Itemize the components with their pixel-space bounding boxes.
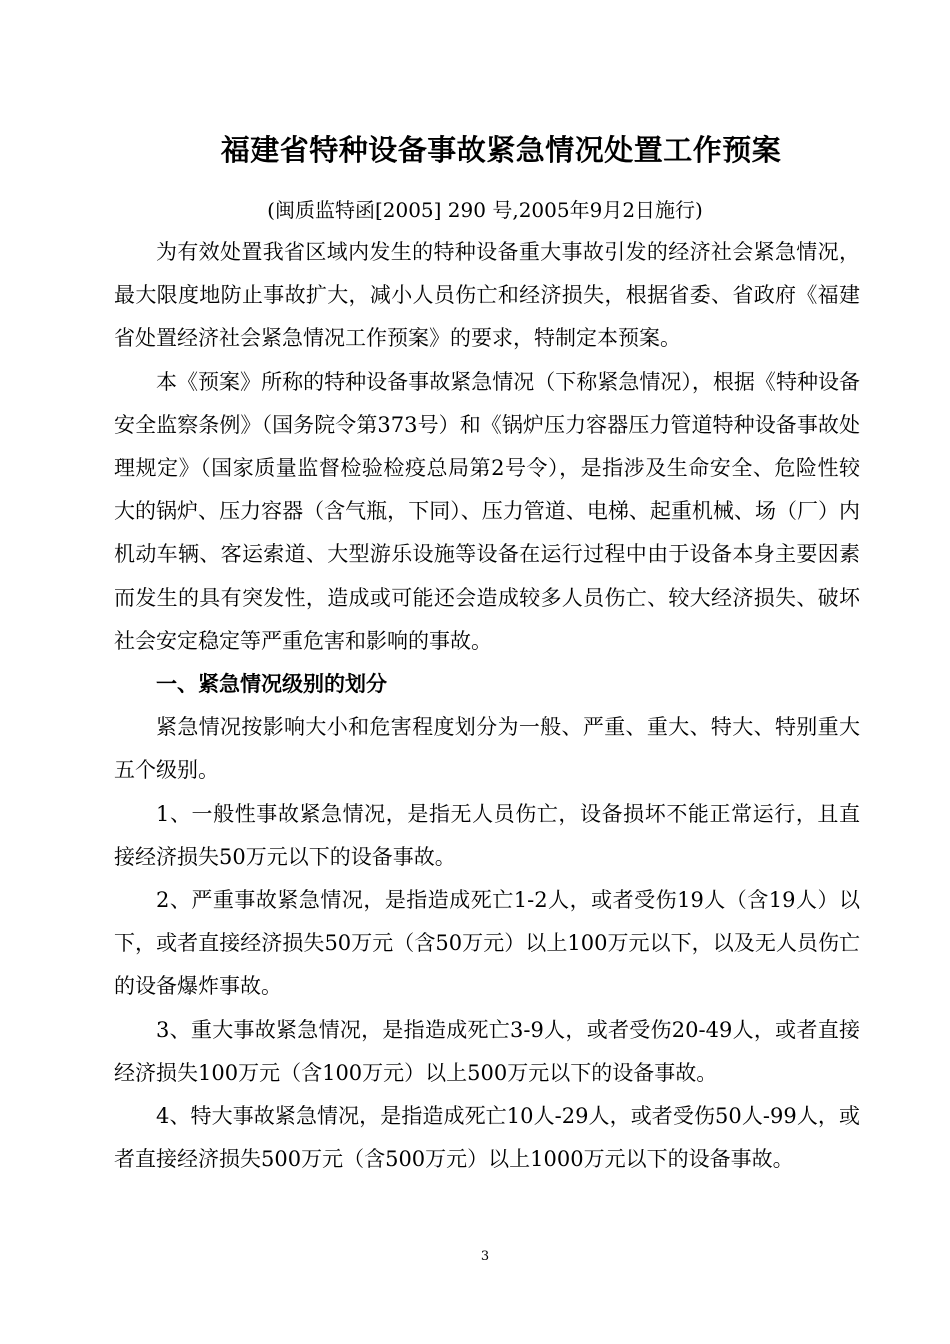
paragraph-level-4: 4、特大事故紧急情况，是指造成死亡10人-29人，或者受伤50人-99人，或者直接经济损失500万元（含500万元）以上1000万元以下的设备事故。 [114, 1104, 860, 1172]
paragraph-level-1: 1、一般性事故紧急情况，是指无人员伤亡，设备损坏不能正常运行，且直接经济损失50万元以下的设备事故。 [114, 801, 860, 869]
paragraph-scope: 本《预案》所称的特种设备事故紧急情况（下称紧急情况），根据《特种设备安全监察条例》（国务院令第373号）和《锅炉压力容器压力管道特种设备事故处理规定》（国家质量监督检验检疫总局第2号令），是指涉及生命安全、危险性较大的锅炉、压力容器（含气瓶，下同）、压力管道、电梯、起重机械、场（厂）内机动车辆、客运索道、大型游乐设施等设备在运行过程中由于设备本身主要因素而发生的具有突发性，造成或可能还会造成较多人员伤亡、较大经济损失、破坏社会安定稳定等严重危害和影响的事故。 [114, 369, 860, 653]
document-body [114, 231, 860, 1181]
page-number: 3 [480, 1249, 490, 1264]
paragraph-levels-intro: 紧急情况按影响大小和危害程度划分为一般、严重、重大、特大、特别重大五个级别。 [114, 715, 860, 783]
section-heading: 一、紧急情况级别的划分 [156, 672, 387, 697]
paragraph-purpose: 为有效处置我省区域内发生的特种设备重大事故引发的经济社会紧急情况，最大限度地防止事故扩大，减小人员伤亡和经济损失，根据省委、省政府《福建省处置经济社会紧急情况工作预案》的要求，特制定本预案。 [114, 240, 860, 351]
paragraph-level-3: 3、重大事故紧急情况，是指造成死亡3-9人，或者受伤20-49人，或者直接经济损失100万元（含100万元）以上500万元以下的设备事故。 [114, 1017, 860, 1085]
document-title: 福建省特种设备事故紧急情况处置工作预案 [220, 133, 782, 167]
paragraph-level-2: 2、严重事故紧急情况，是指造成死亡1-2人，或者受伤19人（含19人）以下，或者直接经济损失50万元（含50万元）以上100万元以下，以及无人员伤亡的设备爆炸事故。 [114, 888, 860, 999]
document-subtitle: (闽质监特函[2005] 290 号,2005年9月2日施行) [267, 198, 703, 222]
